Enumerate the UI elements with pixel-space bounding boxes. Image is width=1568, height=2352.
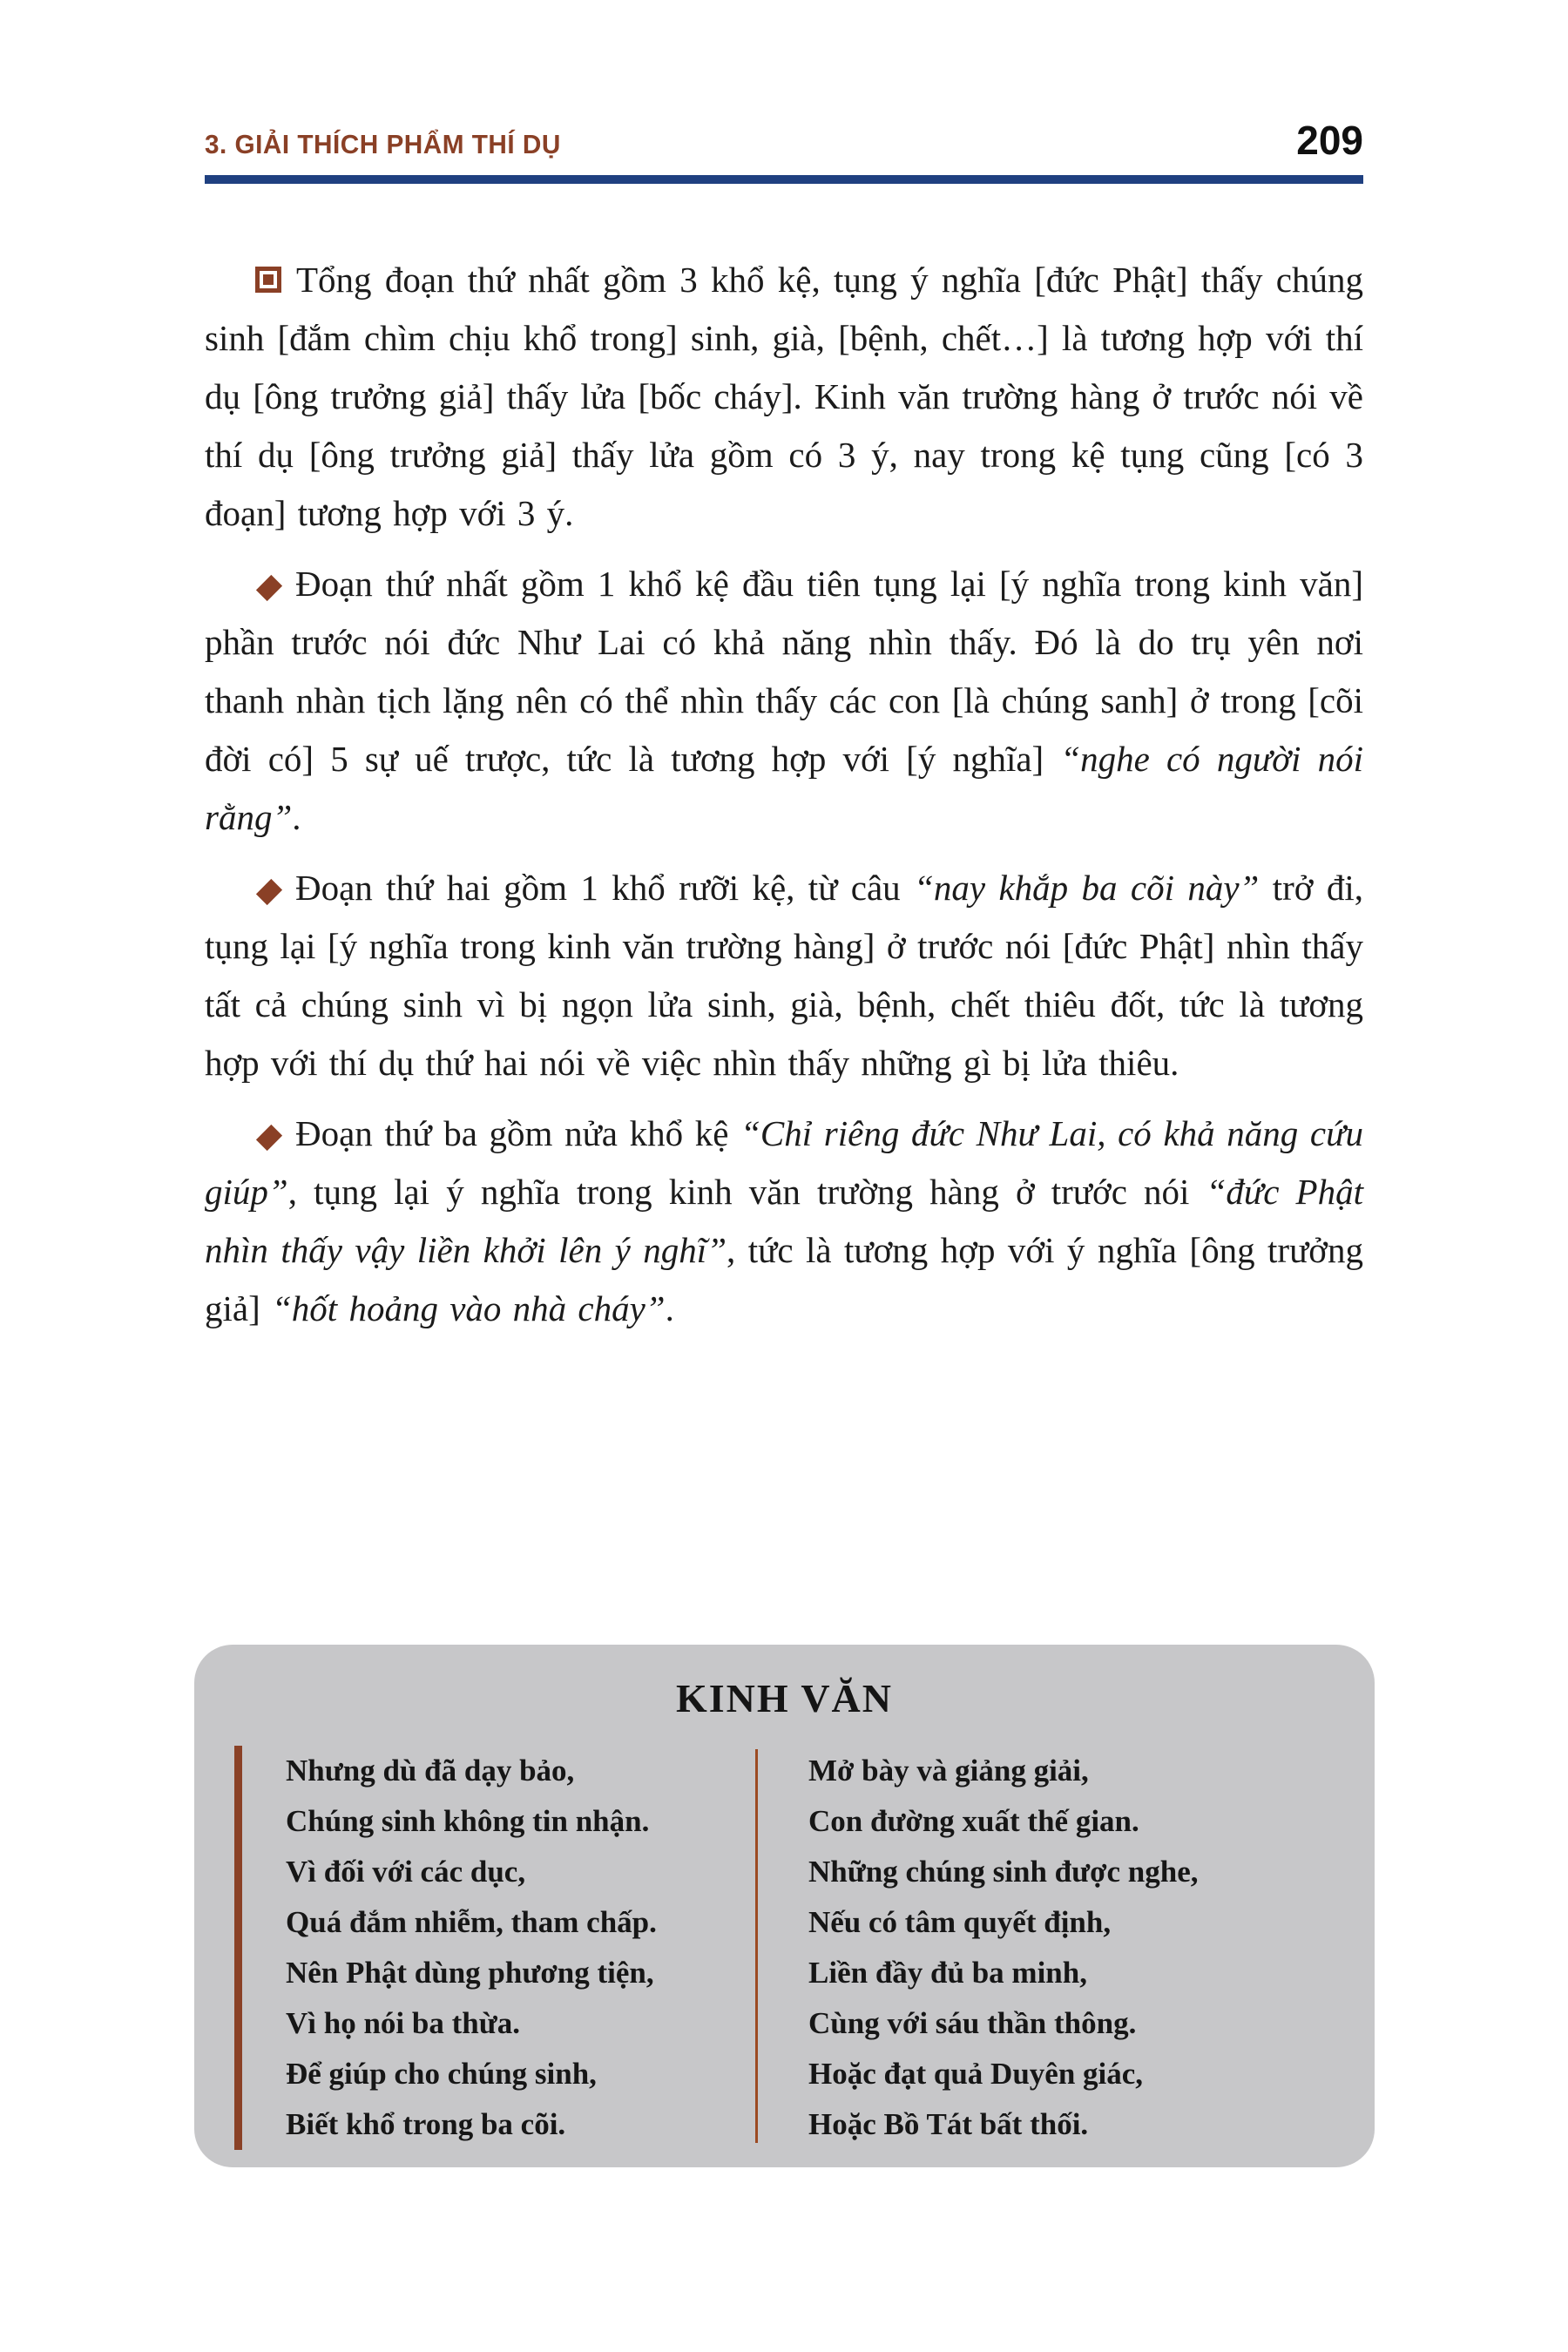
verse-column-left xyxy=(234,1746,755,2150)
text-segment: “Chỉ riêng đức Như Lai, có khả năng cứu giúp” xyxy=(205,1113,1363,1212)
verse-column-right xyxy=(758,1746,1329,2150)
text-segment: , tức là tương hợp với ý nghĩa [ông trưởng giả] xyxy=(205,1230,1363,1328)
text-segment: Đoạn thứ hai gồm 1 khổ rưỡi kệ, từ câu xyxy=(295,868,915,908)
text-segment: “hốt hoảng vào nhà cháy” xyxy=(272,1288,666,1328)
section-title: 3. GIẢI THÍCH PHẨM THÍ DỤ xyxy=(205,129,561,159)
verse-line: Vì họ nói ba thừa. xyxy=(286,2006,520,2040)
page-header xyxy=(205,118,1363,163)
paragraph xyxy=(205,1105,1363,1338)
verse-line: Hoặc đạt quả Duyên giác, xyxy=(808,2057,1144,2091)
verse-left-bar xyxy=(234,1746,242,2150)
text-segment: , tụng lại ý nghĩa trong kinh văn trường hàng ở trước nói xyxy=(287,1172,1206,1212)
verse-line: Để giúp cho chúng sinh, xyxy=(286,2057,597,2091)
header-rule xyxy=(205,175,1363,184)
text-segment: trở đi, tụng lại [ý nghĩa trong kinh văn trường hàng] ở trước nói [đức Phật] nhìn thấy tất cả chúng sinh vì bị ngọn lửa sinh, già, bệnh, chết thiêu đốt, tức là tương hợp với thí dụ thứ hai nói về việc nhìn thấy những gì bị lửa thiêu. xyxy=(205,868,1363,1083)
kinh-van-box xyxy=(194,1645,1375,2167)
text-segment: Đoạn thứ nhất gồm 1 khổ kệ đầu tiên tụng lại [ý nghĩa trong kinh văn] phần trước nói đức Như Lai có khả năng nhìn thấy. Đó là do trụ yên nơi thanh nhàn tịch lặng nên có thể nhìn thấy các con [là chúng sanh] ở trong [cõi đời có] 5 sự uế trược, tức là tương hợp với [ý nghĩa] xyxy=(205,564,1363,779)
page-number: 209 xyxy=(1296,118,1363,163)
body-text xyxy=(205,251,1363,1350)
diamond-bullet-icon xyxy=(256,1125,282,1151)
text-segment: . xyxy=(665,1288,674,1328)
verse-columns xyxy=(234,1746,1329,2150)
square-bullet-icon xyxy=(255,267,281,293)
verse-line: Biết khổ trong ba cõi. xyxy=(286,2107,566,2141)
verse-line: Quá đắm nhiễm, tham chấp. xyxy=(286,1905,657,1939)
verse-line: Những chúng sinh được nghe, xyxy=(808,1855,1199,1889)
verse-line: Hoặc Bồ Tát bất thối. xyxy=(808,2107,1089,2141)
text-segment: “nghe có người nói rằng” xyxy=(205,739,1363,837)
verse-line: Mở bày và giảng giải, xyxy=(808,1754,1089,1788)
diamond-bullet-icon xyxy=(256,879,282,905)
text-segment: “nay khắp ba cõi này” xyxy=(914,868,1260,908)
verse-line: Nếu có tâm quyết định, xyxy=(808,1905,1112,1939)
verse-line: Liền đầy đủ ba minh, xyxy=(808,1956,1087,1990)
verse-line: Chúng sinh không tin nhận. xyxy=(286,1804,650,1838)
verse-line: Nhưng dù đã dạy bảo, xyxy=(286,1754,575,1788)
text-segment: “đức Phật nhìn thấy vậy liền khởi lên ý nghĩ” xyxy=(205,1172,1363,1270)
verse-line: Cùng với sáu thần thông. xyxy=(808,2006,1137,2040)
verse-left-lines xyxy=(286,1746,657,2150)
verse-line: Con đường xuất thế gian. xyxy=(808,1804,1139,1838)
text-segment: Đoạn thứ ba gồm nửa khổ kệ xyxy=(295,1113,741,1153)
verse-right-lines xyxy=(808,1746,1199,2150)
kinh-van-title: KINH VĂN xyxy=(675,1676,893,1720)
text-segment: Tổng đoạn thứ nhất gồm 3 khổ kệ, tụng ý nghĩa [đức Phật] thấy chúng sinh [đắm chìm chịu khổ trong] sinh, già, [bệnh, chết…] là tương hợp với thí dụ [ông trưởng giả] thấy lửa [bốc cháy]. Kinh văn trường hàng ở trước nói về thí dụ [ông trưởng giả] thấy lửa gồm có 3 ý, nay trong kệ tụng cũng [có 3 đoạn] tương hợp với 3 ý. xyxy=(205,260,1363,533)
diamond-bullet-icon xyxy=(256,575,282,601)
verse-line: Vì đối với các dục, xyxy=(286,1855,526,1889)
paragraph xyxy=(205,251,1363,543)
paragraph xyxy=(205,859,1363,1092)
text-segment: . xyxy=(292,797,301,837)
verse-line: Nên Phật dùng phương tiện, xyxy=(286,1956,654,1990)
paragraph xyxy=(205,555,1363,847)
